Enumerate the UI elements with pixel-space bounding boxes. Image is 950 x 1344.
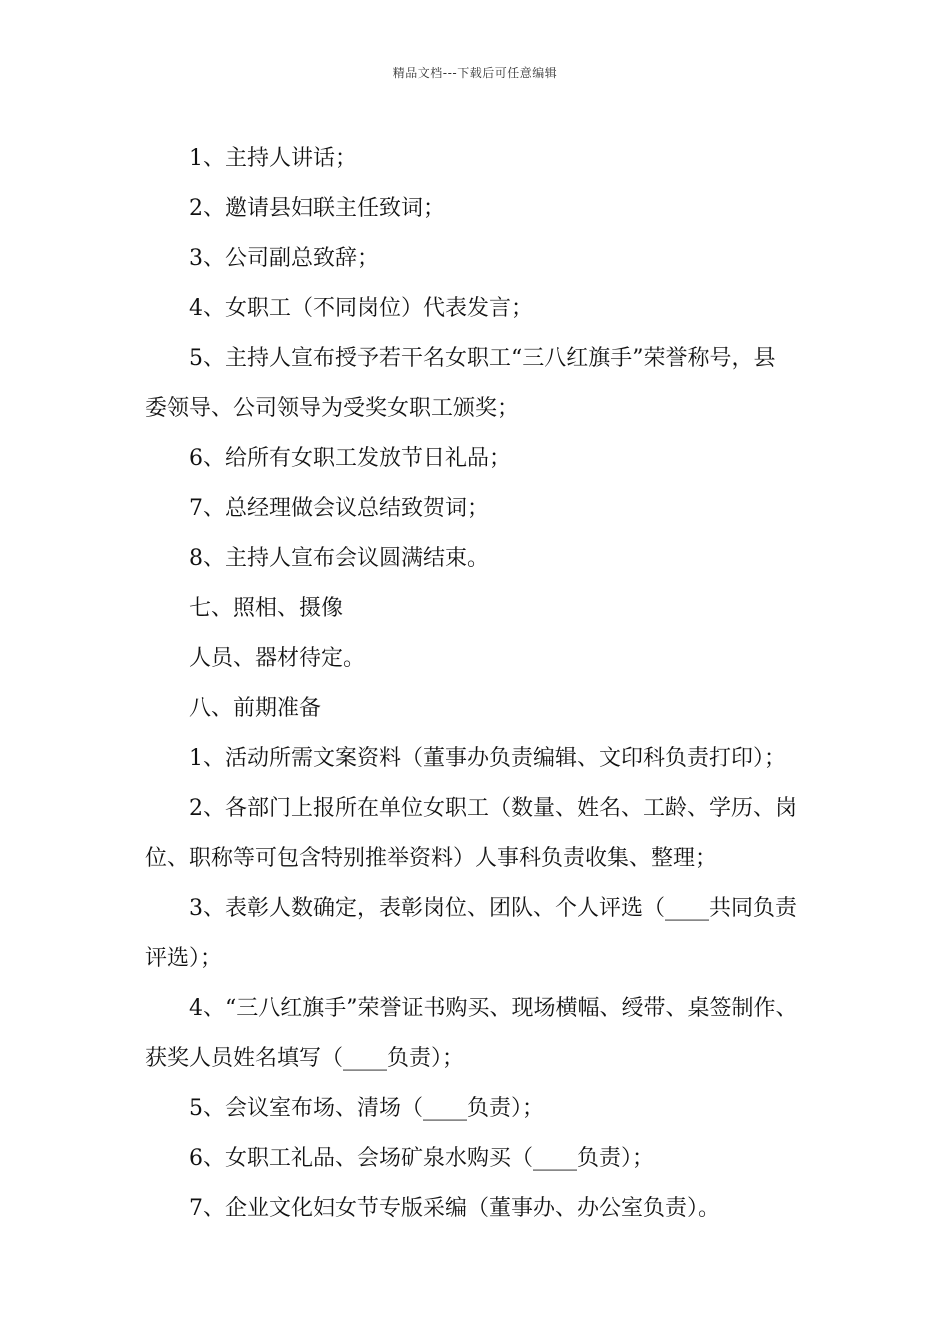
paragraph-line: 7、企业文化妇女节专版采编（董事办、办公室负责）。 [189, 1196, 720, 1221]
paragraph-line: 获奖人员姓名填写（____负责）； [145, 1046, 465, 1071]
section-heading: 八、前期准备 [189, 696, 322, 721]
paragraph-line: 位、职称等可包含特别推举资料）人事科负责收集、整理； [145, 846, 718, 871]
paragraph-line: 6、女职工礼品、会场矿泉水购买（____负责）； [189, 1146, 654, 1171]
paragraph-line: 1、活动所需文案资料（董事办负责编辑、文印科负责打印）； [189, 746, 786, 771]
paragraph-line: 4、女职工（不同岗位）代表发言； [189, 296, 533, 321]
document-body [145, 134, 825, 1234]
paragraph-line: 1、主持人讲话； [189, 146, 357, 171]
paragraph-line: 委领导、公司领导为受奖女职工颁奖； [145, 396, 520, 421]
paragraph-line: 3、表彰人数确定，表彰岗位、团队、个人评选（____共同负责 [189, 896, 797, 921]
paragraph-line: 3、公司副总致辞； [189, 246, 379, 271]
paragraph-line: 5、主持人宣布授予若干名女职工“三八红旗手”荣誉称号，县 [189, 346, 776, 371]
paragraph-line: 6、给所有女职工发放节日礼品； [189, 446, 511, 471]
paragraph-line: 人员、器材待定。 [189, 646, 366, 671]
paragraph-line: 7、总经理做会议总结致贺词； [189, 496, 489, 521]
paragraph-line: 评选）； [145, 946, 223, 971]
paragraph-line: 2、邀请县妇联主任致词； [189, 196, 445, 221]
paragraph-line: 5、会议室布场、清场（____负责）； [189, 1096, 544, 1121]
section-heading: 七、照相、摄像 [189, 596, 344, 621]
page-header: 精品文档---下载后可任意编辑 [392, 66, 558, 80]
paragraph-line: 4、“三八红旗手”荣誉证书购买、现场横幅、绶带、桌签制作、 [189, 996, 798, 1021]
paragraph-line: 2、各部门上报所在单位女职工（数量、姓名、工龄、学历、岗 [189, 796, 797, 821]
paragraph-line: 8、主持人宣布会议圆满结束。 [189, 546, 489, 571]
